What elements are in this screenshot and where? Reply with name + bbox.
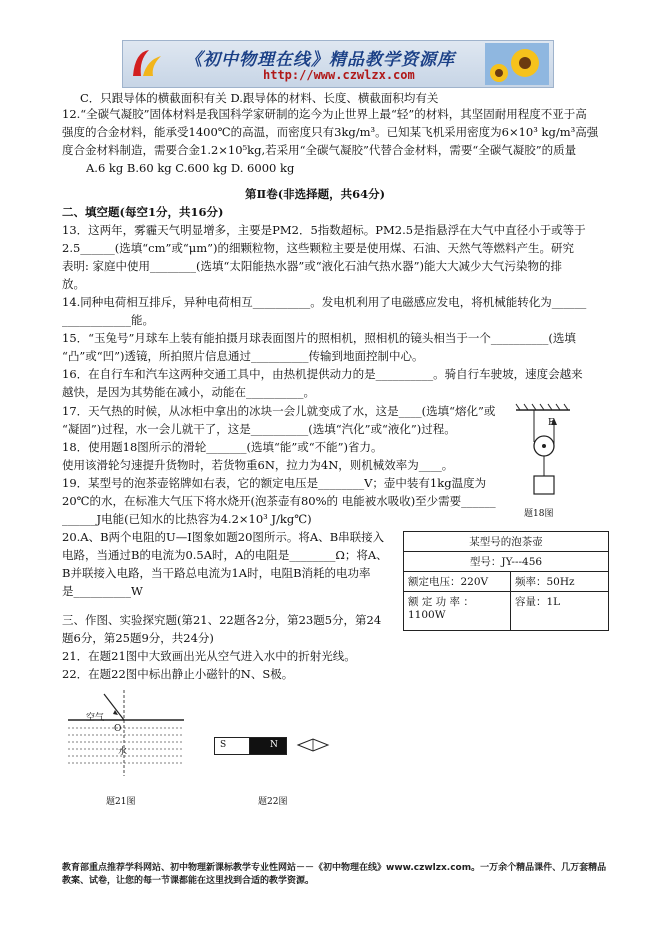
fig22-caption: 题22图 xyxy=(258,797,288,807)
compass-needle-icon xyxy=(296,737,330,753)
q12-line-2: 强度的合金材料，能承受1400℃的高温，而密度只有3kg/m³。已知某飞机采用密度为6×10³ kg/m³高强 xyxy=(62,125,599,139)
page-footer: 教育部重点推荐学科网站、初中物理新课标教学专业性网站－－《初中物理在线》www.czwlzx.com。一万余个精品课件、几万套精品教案、试卷，让您的每一节课都能在这里找到合适的教学资源。 xyxy=(62,863,607,886)
option-line-c-d: C．只跟导体的横截面积有关 D.跟导体的材料、长度、横截面积均有关 xyxy=(80,91,439,105)
q16-line-1: 16．在自行车和汽车这两种交通工具中，由热机提供动力的是__________。骑自行车驶坡，速度会越来 xyxy=(62,367,583,381)
q20-line-2: 电路，当通过B的电流为0.5A时，A的电阻是________Ω；将A、 xyxy=(62,548,388,562)
q17-line-2: “凝固”)过程，水一会儿就干了，这是__________(选填“汽化”或“液化”)过程。 xyxy=(62,422,456,436)
table-voltage: 额定电压：220V xyxy=(404,572,511,592)
pulley-figure xyxy=(510,402,580,518)
q15-line-1: 15．“玉兔号”月球车上装有能拍摄月球表面图片的照相机，照相机的镜头相当于一个__________(选填 xyxy=(62,331,576,345)
q15-line-2: “凸”或“凹”)透镜，所拍照片信息通过__________传输到地面控制中心。 xyxy=(62,349,424,363)
section-two-heading: 二、填空题(每空1分，共16分) xyxy=(62,205,224,219)
kettle-nameplate-table xyxy=(403,531,609,631)
q16-line-2: 越快，是因为其势能在减小，动能在__________。 xyxy=(62,385,315,399)
q21-line: 21．在题21图中大致画出光从空气进入水中的折射光线。 xyxy=(62,649,356,663)
table-power: 额 定 功 率 ： 1100W xyxy=(404,592,511,631)
q13-line-1: 13．这两年，雾霾天气明显增多，主要是PM2．5指数超标。PM2.5是指悬浮在大气中直径小于或等于 xyxy=(62,223,586,237)
fig21-caption: 题21图 xyxy=(106,797,136,807)
q12-options: A.6 kg B.60 kg C.600 kg D. 6000 kg xyxy=(86,161,295,175)
q20-line-4: 是__________W xyxy=(62,584,143,598)
q19-line-1: 19．某型号的泡茶壶铭牌如右表，它的额定电压是________V；壶中装有1kg温度为 xyxy=(62,476,487,490)
table-capacity: 容量：1L xyxy=(511,592,609,631)
air-label: 空气 xyxy=(86,713,105,723)
q18-line-2: 使用该滑轮匀速提升货物时，若货物重6N，拉力为4N，则机械效率为____。 xyxy=(62,458,454,472)
table-title: 某型号的泡茶壶 xyxy=(404,532,609,552)
q14-line-2: ____________能。 xyxy=(62,313,154,327)
banner-title: 《初中物理在线》精品教学资源库 xyxy=(185,50,455,70)
q22-line: 22．在题22图中标出静止小磁针的N、S极。 xyxy=(62,667,294,681)
banner-url[interactable]: http://www.czwlzx.com xyxy=(263,68,415,82)
section-three-heading-1: 三、作图、实验探究题(第21、22题各2分，第23题5分，第24 xyxy=(62,613,382,627)
q17-line-1: 17．天气热的时候，从冰柜中拿出的冰块一会儿就变成了水，这是____(选填“熔化”或 xyxy=(62,404,496,418)
q19-line-2: 20℃的水，在标准大气压下将水烧开(泡茶壶有80%的 电能被水吸收)至少需要______ xyxy=(62,494,496,508)
table-model: 型号：JY---456 xyxy=(404,552,609,572)
magnet-s-label: S xyxy=(220,740,227,750)
refraction-figure xyxy=(66,688,186,778)
water-label: 水 xyxy=(118,747,128,757)
q12-line-1: 12.“全碳气凝胶”固体材料是我国科学家研制的迄今为止世界上最“轻”的材料，其坚固耐用程度不亚于高 xyxy=(62,107,587,121)
section-three-heading-2: 题6分，第25题9分，共24分) xyxy=(62,631,214,645)
logo-icon xyxy=(129,46,165,82)
q12-line-3: 度合金材料制造，需要合金1.2×10⁵kg,若采用“全碳气凝胶”代替合金材料，需要“全碳气凝胶”的质量 xyxy=(62,143,577,157)
q20-line-1: 20.A、B两个电阻的U—I图象如题20图所示。将A、B串联接入 xyxy=(62,530,385,544)
q13-line-3: 表明: 家庭中使用________(选填“太阳能热水器”或“液化石油气热水器”)能大大减少大气污染物的排 xyxy=(62,259,563,273)
q13-line-4: 放。 xyxy=(62,277,85,291)
fig18-caption: 题18图 xyxy=(524,509,554,519)
table-frequency: 频率：50Hz xyxy=(511,572,609,592)
sunflower-icon xyxy=(485,43,549,85)
part-two-heading: 第Ⅱ卷(非选择题，共64分) xyxy=(245,187,386,201)
q14-line-1: 14.同种电荷相互排斥，异种电荷相互__________。发电机利用了电磁感应发电，将机械能转化为______ xyxy=(62,295,587,309)
point-o-label: O xyxy=(114,724,122,734)
header-banner xyxy=(122,40,554,88)
q18-line-1: 18．使用题18图所示的滑轮_______(选填“能”或“不能”)省力。 xyxy=(62,440,383,454)
magnet-n-label: N xyxy=(270,740,278,750)
q13-line-2: 2.5______(选填“cm”或“μm”)的细颗粒物，这些颗粒主要是使用煤、石油、天然气等燃料产生。研究 xyxy=(62,241,574,255)
q19-line-3: ______J电能(已知水的比热容为4.2×10³ J/kg℃) xyxy=(62,512,312,526)
pulley-force-label: F xyxy=(548,418,555,428)
q20-line-3: B并联接入电路，当干路总电流为1A时，电阻B消耗的电功率 xyxy=(62,566,371,580)
magnet-n-pole xyxy=(249,737,287,755)
